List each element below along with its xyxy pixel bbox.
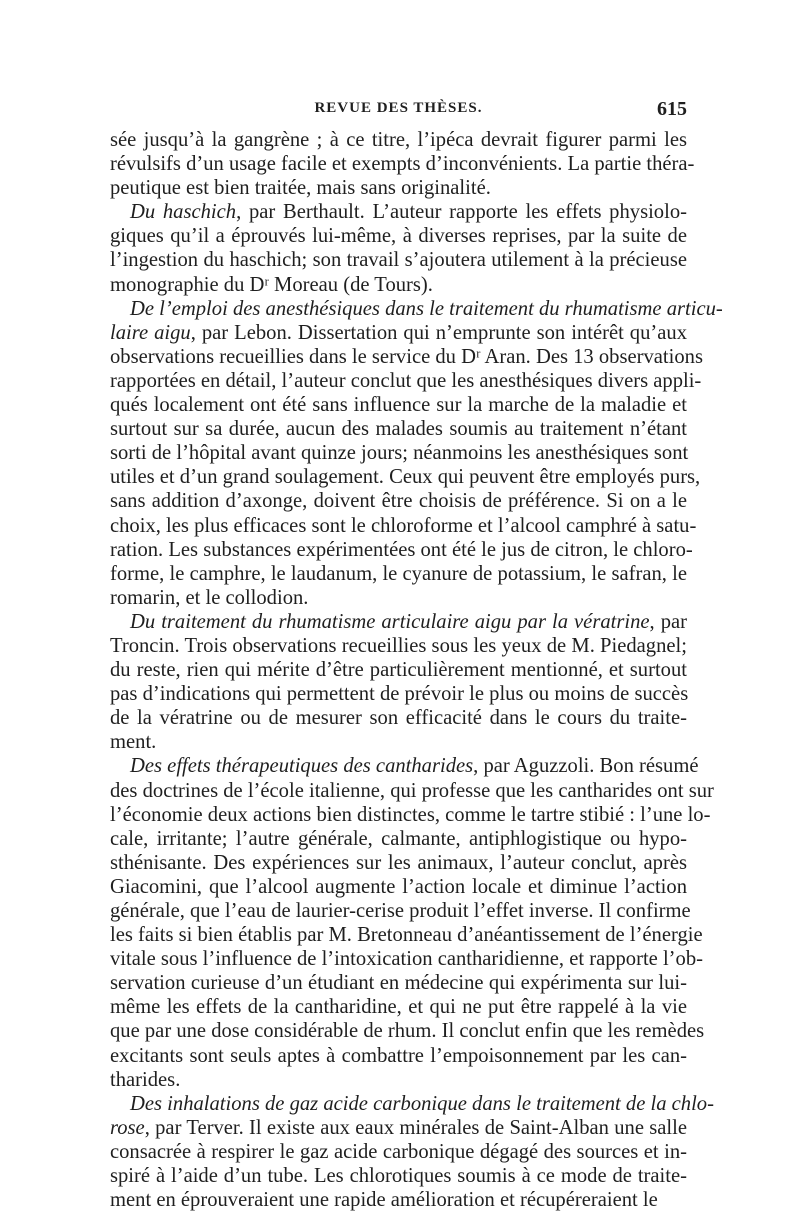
text-segment: , par Aguzzoli. Bon résumé xyxy=(473,755,699,778)
text-line xyxy=(110,1164,687,1188)
text-segment: sthénisante. Des expériences sur les animaux, l’auteur conclut, après xyxy=(110,851,687,874)
text-line xyxy=(110,730,687,754)
text-segment: sée jusqu’à la gangrène ; à ce titre, l’ipéca devrait figurer parmi les xyxy=(110,129,687,151)
text-line xyxy=(110,779,714,803)
text-segment: , par Lebon. Dissertation qui n’emprunte son intérêt qu’aux xyxy=(190,321,687,344)
text-line xyxy=(110,875,687,899)
text-line xyxy=(110,321,687,345)
text-segment: monographie du Dʳ Moreau (de Tours). xyxy=(110,273,433,296)
text-line xyxy=(110,128,687,152)
text-segment: qués localement ont été sans influence sur la marche de la maladie et xyxy=(110,394,687,417)
running-title: REVUE DES THÈSES. xyxy=(314,100,483,116)
text-line xyxy=(110,754,699,778)
text-line xyxy=(110,1044,687,1068)
text-segment: excitants sont seuls aptes à combattre l’empoisonnement par les can- xyxy=(110,1044,687,1067)
text-line xyxy=(110,610,687,634)
text-line xyxy=(110,465,701,489)
text-segment: servation curieuse d’un étudiant en médecine qui expérimenta sur lui- xyxy=(110,972,687,995)
text-segment: ment. xyxy=(110,731,157,754)
text-line xyxy=(110,899,691,923)
text-line xyxy=(110,827,687,851)
text-line xyxy=(110,1092,714,1116)
text-line xyxy=(110,1140,687,1164)
text-segment: révulsifs d’un usage facile et exempts d’inconvénients. La partie théra- xyxy=(110,153,695,176)
text-segment: du reste, rien qui mérite d’être particulièrement mentionné, et surtout xyxy=(110,659,687,682)
text-line xyxy=(110,248,687,272)
page-header xyxy=(110,98,687,128)
text-line xyxy=(110,152,695,176)
text-segment: Giacomini, que l’alcool augmente l’action locale et diminue l’action xyxy=(110,875,687,898)
italic-title-segment: Des effets thérapeutiques des cantharides xyxy=(130,755,474,778)
text-segment: forme, le camphre, le laudanum, le cyanure de potassium, le safran, le xyxy=(110,562,687,585)
text-line xyxy=(110,369,702,393)
text-line xyxy=(110,393,687,417)
text-segment: pas d’indications qui permettent de prévoir le plus ou moins de succès xyxy=(110,683,689,706)
text-line xyxy=(110,345,703,369)
text-line xyxy=(110,851,687,875)
text-segment: l’économie deux actions bien distinctes, comme le tartre stibié : l’une lo- xyxy=(110,803,711,826)
body-text xyxy=(110,128,723,1212)
text-segment: même les effets de la cantharidine, et qui ne put être rappelé à la vie xyxy=(110,996,687,1019)
text-line xyxy=(110,658,687,682)
text-segment: ment en éprouveraient une rapide amélioration et récupéreraient le xyxy=(110,1189,658,1212)
text-segment: les faits si bien établis par M. Bretonneau d’anéantissement de l’énergie xyxy=(110,924,703,947)
italic-title-segment: laire aigu xyxy=(110,321,191,344)
text-segment: sorti de l’hôpital avant quinze jours; néanmoins les anesthésiques sont xyxy=(110,442,689,465)
text-line xyxy=(110,417,687,441)
italic-title-segment: rose xyxy=(110,1116,145,1139)
text-line xyxy=(110,971,687,995)
text-line xyxy=(110,176,687,200)
text-segment: spiré à l’aide d’un tube. Les chlorotiques soumis à ce mode de traite- xyxy=(110,1165,687,1188)
text-line xyxy=(110,514,697,538)
text-segment: que par une dose considérable de rhum. Il conclut enfin que les remèdes xyxy=(110,1020,705,1043)
text-line xyxy=(110,224,687,248)
text-segment: choix, les plus efficaces sont le chloroforme et l’alcool camphré à satu- xyxy=(110,514,697,537)
text-segment: Troncin. Trois observations recueillies sous les yeux de M. Piedagnel; xyxy=(110,634,687,657)
text-segment: romarin, et le collodion. xyxy=(110,586,309,609)
text-segment: vitale sous l’influence de l’intoxication cantharidienne, et rapporte l’ob- xyxy=(110,948,703,971)
text-line xyxy=(110,995,687,1019)
italic-title-segment: Du traitement du rhumatisme articulaire aigu par la vératrine xyxy=(130,610,650,633)
text-segment: giques qu’il a éprouvés lui-même, à diverses reprises, par la suite de xyxy=(110,225,687,248)
text-line xyxy=(110,947,703,971)
text-line xyxy=(110,273,687,297)
text-line xyxy=(110,803,711,827)
text-line xyxy=(110,706,687,730)
text-line xyxy=(110,634,687,658)
text-segment: surtout sur sa durée, aucun des malades soumis au traitement n’étant xyxy=(110,418,687,441)
text-segment: ration. Les substances expérimentées ont été le jus de citron, le chloro- xyxy=(110,538,693,561)
text-segment: sans addition d’axonge, doivent être choisis de préférence. Si on a le xyxy=(110,490,687,513)
text-segment: rapportées en détail, l’auteur conclut que les anesthésiques divers appli- xyxy=(110,369,702,392)
text-line xyxy=(110,586,687,610)
text-segment: utiles et d’un grand soulagement. Ceux qui peuvent être employés purs, xyxy=(110,466,701,489)
text-line xyxy=(110,1116,687,1140)
page-number: 615 xyxy=(657,98,687,120)
text-line xyxy=(110,562,687,586)
italic-title-segment: Du haschich xyxy=(130,201,237,224)
text-line xyxy=(110,682,687,706)
text-segment: , par xyxy=(649,610,687,633)
italic-title-segment: De l’emploi des anesthésiques dans le traitement du rhumatisme articu- xyxy=(130,297,723,320)
text-segment: générale, que l’eau de laurier-cerise produit l’effet inverse. Il confirme xyxy=(110,900,691,922)
text-line xyxy=(110,1188,687,1212)
text-line xyxy=(110,1068,687,1092)
text-line xyxy=(110,489,687,513)
text-segment: tharides. xyxy=(110,1068,181,1091)
text-segment: des doctrines de l’école italienne, qui professe que les cantharides ont sur xyxy=(110,779,714,802)
text-segment: , par Terver. Il existe aux eaux minérales de Saint-Alban une salle xyxy=(144,1116,687,1139)
text-line xyxy=(110,441,687,465)
text-segment: de la vératrine ou de mesurer son efficacité dans le cours du traite- xyxy=(110,707,687,730)
italic-title-segment: Des inhalations de gaz acide carbonique dans le traitement de la chlo- xyxy=(130,1092,714,1115)
text-line xyxy=(110,538,693,562)
text-segment: , par Berthault. L’auteur rapporte les effets physiolo- xyxy=(236,201,687,224)
text-line xyxy=(110,200,687,224)
text-segment: cale, irritante; l’autre générale, calmante, antiphlogistique ou hypo- xyxy=(110,827,687,850)
text-line xyxy=(110,1019,705,1043)
text-segment: peutique est bien traitée, mais sans originalité. xyxy=(110,177,491,200)
text-line xyxy=(110,923,703,947)
text-segment: consacrée à respirer le gaz acide carbonique dégagé des sources et in- xyxy=(110,1140,687,1163)
text-line xyxy=(110,297,723,321)
text-segment: l’ingestion du haschich; son travail s’ajoutera utilement à la précieuse xyxy=(110,249,687,272)
text-segment: observations recueillies dans le service du Dʳ Aran. Des 13 observations xyxy=(110,345,703,368)
